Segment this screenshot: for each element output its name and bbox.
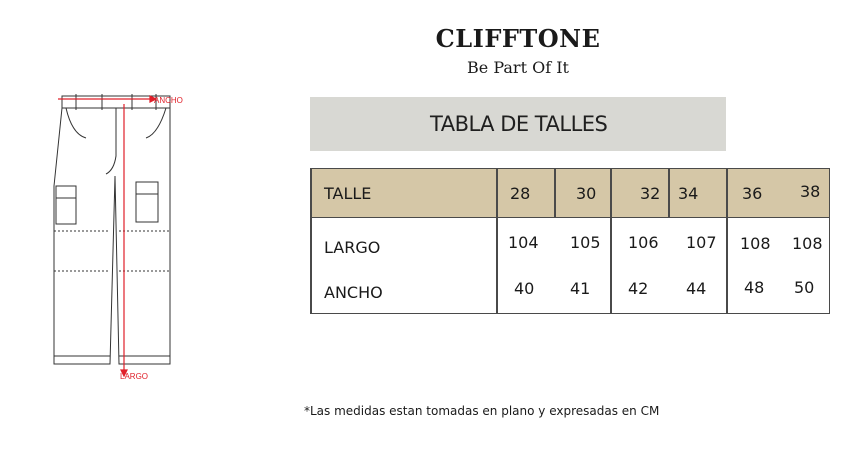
table-border-right [829, 168, 831, 313]
table-divider [496, 168, 498, 313]
largo-value: 105 [570, 233, 601, 252]
table-divider [554, 168, 556, 218]
ancho-value: 44 [686, 279, 707, 298]
largo-value: 104 [508, 233, 539, 252]
largo-label: LARGO [120, 372, 149, 381]
pants-measurement-diagram [42, 86, 202, 386]
ancho-value: 41 [570, 279, 591, 298]
size-header: 32 [640, 184, 661, 203]
cargo-pocket-right [136, 182, 158, 222]
brand-name: CLIFFTONE [435, 24, 601, 53]
cargo-pocket-left [56, 186, 76, 224]
table-divider [610, 168, 612, 313]
largo-value: 106 [628, 233, 659, 252]
table-divider [726, 168, 728, 313]
size-header: 36 [742, 184, 763, 203]
size-header: 30 [576, 184, 597, 203]
table-border-left [310, 168, 312, 313]
size-chart-banner [310, 97, 726, 151]
size-header: 38 [800, 182, 821, 201]
table-divider [668, 168, 670, 218]
row-label-largo: LARGO [324, 238, 381, 257]
largo-value: 108 [740, 234, 771, 253]
ancho-value: 48 [744, 278, 765, 297]
size-header: 34 [678, 184, 699, 203]
ancho-label: ANCHO [154, 96, 183, 105]
row-label-ancho: ANCHO [324, 283, 383, 302]
pants-outline [54, 108, 170, 364]
size-header: 28 [510, 184, 531, 203]
largo-value: 107 [686, 233, 717, 252]
size-table [310, 168, 830, 314]
ancho-value: 42 [628, 279, 649, 298]
ancho-value: 40 [514, 279, 535, 298]
header-label: TALLE [324, 184, 372, 203]
brand-tagline: Be Part Of It [467, 58, 569, 77]
ancho-value: 50 [794, 278, 815, 297]
measurement-footnote: *Las medidas estan tomadas en plano y expresadas en CM [304, 404, 660, 418]
largo-value: 108 [792, 234, 823, 253]
size-chart-title: TABLA DE TALLES [430, 112, 608, 136]
